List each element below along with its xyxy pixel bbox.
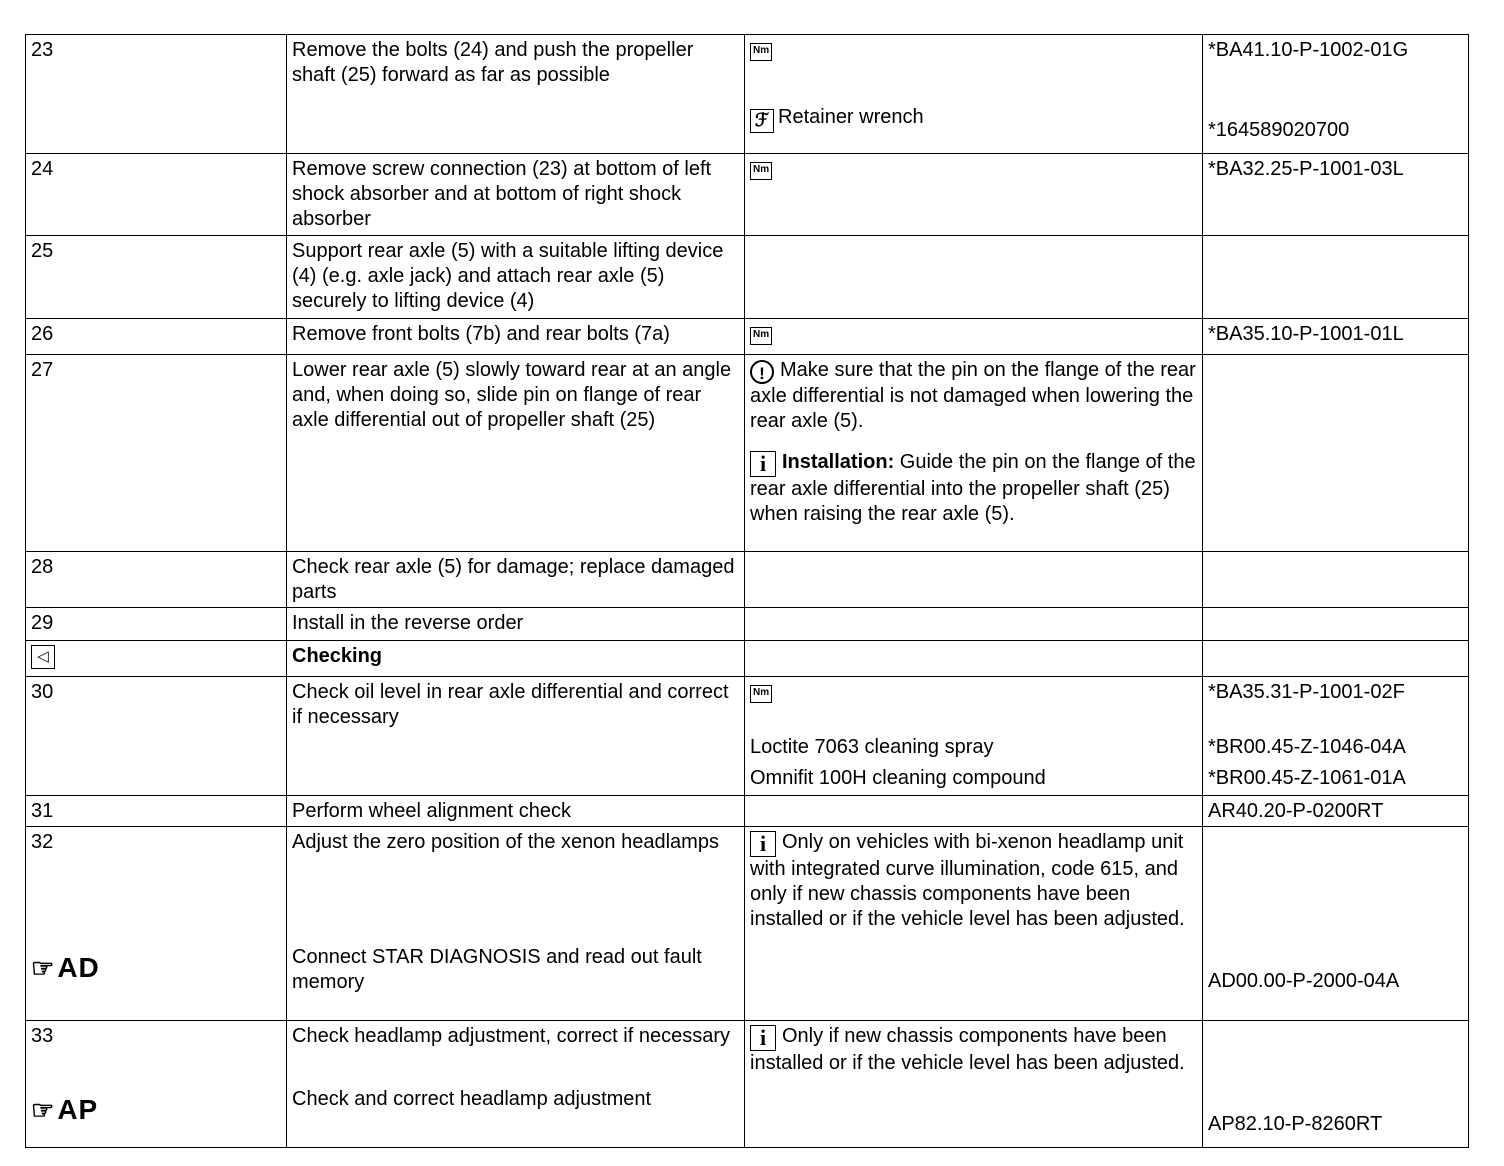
reference-link[interactable]: *BA35.10-P-1001-01L (1203, 319, 1469, 355)
table-row (26, 677, 1469, 796)
reference-link[interactable]: *BA32.25-P-1001-03L (1203, 154, 1469, 236)
step-number: 25 (26, 236, 287, 319)
step-number: 32 (31, 831, 54, 853)
reference-link[interactable]: *BR00.45-Z-1046-04A (1208, 736, 1406, 758)
info-icon: i (750, 831, 776, 857)
reference-link[interactable]: *BA41.10-P-1002-01G (1208, 39, 1409, 61)
step-number: 24 (26, 154, 287, 236)
step-text: Remove screw connection (23) at bottom of left shock absorber and at bottom of right shock absorber (287, 154, 745, 236)
reference-link[interactable]: AR40.20-P-0200RT (1203, 796, 1469, 827)
ref-code: AP (57, 1094, 99, 1125)
check-triangle-icon: ◁ (31, 645, 55, 669)
wrench-icon: ℱ (750, 109, 774, 133)
info-note (750, 450, 1197, 527)
ref-code: AD (57, 952, 100, 983)
material-label: Loctite 7063 cleaning spray (750, 736, 994, 758)
reference-link[interactable]: *BR00.45-Z-1061-01A (1208, 767, 1406, 789)
table-row (26, 608, 1469, 641)
step-text: Check oil level in rear axle differential and correct if necessary (287, 677, 745, 796)
torque-icon: Nm (750, 685, 772, 703)
info-text: Guide the pin on the flange of the rear axle differential into the propeller shaft (25) when raising the rear axle (5). (750, 451, 1196, 525)
table-row (26, 796, 1469, 827)
sub-step-text: Connect STAR DIAGNOSIS and read out fault memory (292, 946, 702, 993)
reference-link[interactable]: AD00.00-P-2000-04A (1208, 970, 1400, 992)
torque-icon: Nm (750, 43, 772, 61)
step-text: Adjust the zero position of the xenon headlamps (292, 831, 719, 853)
table-row (26, 154, 1469, 236)
diagnosis-ref-label (31, 953, 281, 983)
step-number: 29 (26, 608, 287, 641)
part-number: *164589020700 (1208, 119, 1350, 141)
info-icon: i (750, 451, 776, 477)
pointing-hand-icon: ☞ (31, 953, 56, 983)
table-row (26, 1021, 1469, 1148)
warning-note (750, 358, 1197, 434)
warning-text: Make sure that the pin on the flange of the rear axle differential is not damaged when lowering the rear axle (5). (750, 359, 1196, 432)
info-text: Only on vehicles with bi-xenon headlamp unit with integrated curve illumination, code 615, and only if new chassis components have been installed or if the vehicle level has been adjusted. (750, 831, 1185, 930)
step-text: Remove front bolts (7b) and rear bolts (7a) (287, 319, 745, 355)
tool-label: Retainer wrench (778, 106, 924, 128)
section-row (26, 641, 1469, 677)
step-number: 30 (26, 677, 287, 796)
info-text: Only if new chassis components have been installed or if the vehicle level has been adjusted. (750, 1025, 1185, 1074)
step-number: 26 (26, 319, 287, 355)
table-row (26, 35, 1469, 154)
step-number: 31 (26, 796, 287, 827)
info-note (750, 830, 1197, 932)
torque-icon: Nm (750, 327, 772, 345)
procedure-table (25, 34, 1469, 1148)
reference-link[interactable]: AP82.10-P-8260RT (1208, 1113, 1383, 1135)
info-icon: i (750, 1025, 776, 1051)
info-label: Installation: (782, 451, 895, 473)
step-number: 28 (26, 552, 287, 608)
table-row (26, 827, 1469, 1021)
table-row (26, 236, 1469, 319)
step-text: Perform wheel alignment check (287, 796, 745, 827)
step-text: Check headlamp adjustment, correct if necessary (292, 1025, 730, 1047)
step-number: 27 (26, 355, 287, 552)
step-text: Lower rear axle (5) slowly toward rear at an angle and, when doing so, slide pin on flange of rear axle differential out of propeller shaft (25) (287, 355, 745, 552)
step-text: Support rear axle (5) with a suitable lifting device (4) (e.g. axle jack) and attach rear axle (5) securely to lifting device (4) (287, 236, 745, 319)
step-text: Install in the reverse order (287, 608, 745, 641)
sub-step-text: Check and correct headlamp adjustment (292, 1088, 652, 1110)
info-note (750, 1024, 1197, 1076)
table-row (26, 355, 1469, 552)
step-text: Remove the bolts (24) and push the propeller shaft (25) forward as far as possible (287, 35, 745, 154)
pointing-hand-icon: ☞ (31, 1095, 56, 1125)
adjustment-ref-label (31, 1095, 281, 1125)
step-number: 33 (31, 1025, 54, 1047)
step-text: Check rear axle (5) for damage; replace damaged parts (287, 552, 745, 608)
table-row (26, 552, 1469, 608)
torque-icon: Nm (750, 162, 772, 180)
section-title: Checking (292, 645, 383, 667)
reference-link[interactable]: *BA35.31-P-1001-02F (1208, 681, 1405, 703)
table-row (26, 319, 1469, 355)
step-number: 23 (26, 35, 287, 154)
warning-icon: ! (750, 360, 774, 384)
material-label: Omnifit 100H cleaning compound (750, 767, 1046, 789)
